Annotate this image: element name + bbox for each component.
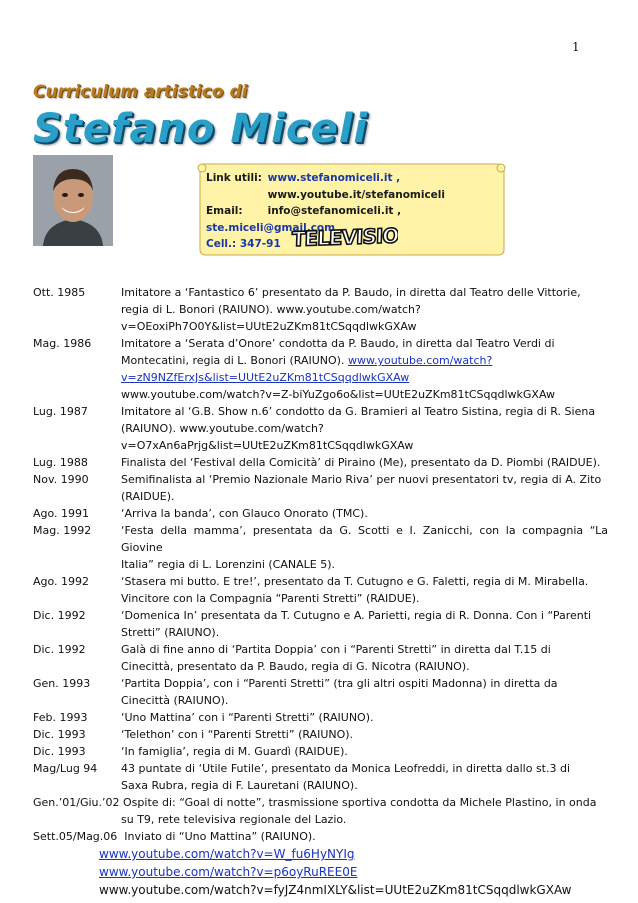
- svg-text:TELEVISIONE: TELEVISIONE: [291, 222, 398, 252]
- entry-line: ‘In famiglia’, regia di M. Guardì (RAIDUE).: [121, 745, 348, 758]
- entry-line: (RAIUNO). www.youtube.com/watch?: [121, 422, 324, 435]
- list-item: [33, 828, 608, 845]
- list-item: [33, 709, 608, 726]
- entry-date: Ott. 1985: [33, 286, 86, 299]
- entry-line: Stretti” (RAIUNO).: [121, 626, 220, 639]
- entry-line: Imitatore a ‘Fantastico 6’ presentato da P. Baudo, in diretta dal Teatro delle Vittorie,: [121, 286, 581, 299]
- entry-line: ‘Festa della mamma’, presentata da G. Scotti e I. Zanicchi, con la compagnia “La Giovine: [121, 524, 608, 554]
- entry-text: [121, 607, 608, 641]
- list-item: [33, 471, 608, 505]
- entry-text: [121, 403, 608, 454]
- entry-date: Mag. 1992: [33, 524, 92, 537]
- entry-date: Sett.05/Mag.06: [33, 830, 118, 843]
- youtube-link-3[interactable]: www.youtube.com/watch?v=fyJZ4nmIXLY&list=UUtE2uZKm81tCSqqdlwkGXAw: [99, 883, 572, 897]
- entry-line: ‘Telethon’ con i “Parenti Stretti” (RAIUNO).: [121, 728, 354, 741]
- entry-date: Lug. 1988: [33, 456, 88, 469]
- subtitle: Curriculum artistico di: [33, 82, 248, 102]
- entry-text: [121, 284, 608, 335]
- youtube-link[interactable]: www.youtube.com/watch?: [347, 354, 493, 367]
- portrait-photo: [33, 155, 113, 246]
- entry-line: ‘Uno Mattina’ con i “Parenti Stretti” (RAIUNO).: [121, 711, 374, 724]
- cell-label: Cell.: 347-91: [206, 238, 281, 250]
- entry-line: Saxa Rubra, regia di F. Lauretani (RAIUNO).: [121, 779, 358, 792]
- entry-date: Dic. 1993: [33, 745, 86, 758]
- entry-text: [121, 743, 608, 760]
- entry-text: [121, 505, 608, 522]
- entry-date: Feb. 1993: [33, 711, 88, 724]
- entry-line: v=O7xAn6aPrjg&list=UUtE2uZKm81tCSqqdlwkGXAw: [121, 439, 414, 452]
- entry-text: Ospite di: “Goal di notte”, trasmissione sportiva condotta da Michele Plastino, in onda: [123, 796, 597, 809]
- entry-text: su T9, rete televisiva regionale del Lazio.: [121, 813, 347, 826]
- entry-line[interactable]: v=zN9NZfErxJs&list=UUtE2uZKm81tCSqqdlwkGXAw: [121, 371, 410, 384]
- entry-date: Ago. 1992: [33, 575, 90, 588]
- entry-line: ‘Domenica In’ presentata da T. Cutugno e A. Parietti, regia di R. Donna. Con i “Parenti: [121, 609, 592, 622]
- entry-text: [121, 726, 608, 743]
- entry-date: Nov. 1990: [33, 473, 89, 486]
- entry-date: Dic. 1992: [33, 643, 86, 656]
- list-item: [33, 743, 608, 760]
- list-item: [33, 284, 608, 335]
- entry-text: [121, 675, 608, 709]
- entry-line: v=OEoxiPh7O0Y&list=UUtE2uZKm81tCSqqdlwkGXAw: [121, 320, 417, 333]
- entry-date: Dic. 1992: [33, 609, 86, 622]
- email-label: Email:: [206, 205, 243, 217]
- entry-line: Cinecittà (RAIUNO).: [121, 694, 229, 707]
- entry-line: www.youtube.com/watch?v=Z-biYuZgo6o&list=UUtE2uZKm81tCSqqdlwkGXAw: [121, 388, 556, 401]
- list-item: [33, 794, 608, 811]
- entry-line: Galà di fine anno di ‘Partita Doppia’ con i “Parenti Stretti” in diretta dal T.15 di: [121, 643, 551, 656]
- list-item: [33, 811, 608, 828]
- entry-text: [121, 471, 608, 505]
- link-label: Link utili:: [206, 172, 262, 184]
- list-item: [33, 607, 608, 641]
- entry-text: [121, 760, 608, 794]
- page-number: 1: [572, 40, 580, 54]
- entry-text: [121, 641, 608, 675]
- entry-line: Cinecittà, presentato da P. Baudo, regia di G. Nicotra (RAIUNO).: [121, 660, 470, 673]
- list-item: [33, 335, 608, 403]
- entry-line: 43 puntate di ‘Utile Futile’, presentato da Monica Leofreddi, in diretta dallo st.3 di: [121, 762, 571, 775]
- entry-text: [121, 709, 608, 726]
- entry-line: ‘Arriva la banda’, con Glauco Onorato (TMC).: [121, 507, 368, 520]
- entry-line: Imitatore a ‘Serata d’Onore’ condotta da P. Baudo, in diretta dal Teatro Verdi di: [121, 337, 555, 350]
- entry-text: [121, 573, 608, 607]
- entry-date: Mag/Lug 94: [33, 762, 98, 775]
- entry-text: [121, 522, 608, 573]
- career-entries: [33, 284, 608, 899]
- entry-date: Gen. 1993: [33, 677, 91, 690]
- list-item: [33, 403, 608, 454]
- email-link-2[interactable]: ste.miceli@gmail.com: [206, 221, 336, 234]
- entry-date: Dic. 1993: [33, 728, 86, 741]
- entry-line: (RAIDUE).: [121, 490, 175, 503]
- entry-date: Lug. 1987: [33, 405, 88, 418]
- entry-date: Mag. 1986: [33, 337, 92, 350]
- entry-line: Imitatore al ‘G.B. Show n.6’ condotto da G. Bramieri al Teatro Sistina, regia di R. Siena: [121, 405, 596, 418]
- list-item: [33, 641, 608, 675]
- website-link[interactable]: www.stefanomiceli.it ,: [267, 172, 401, 184]
- entry-line: regia di L. Bonori (RAIUNO). www.youtube.com/watch?: [121, 303, 421, 316]
- entry-text: [121, 454, 608, 471]
- youtube-link[interactable]: www.youtube.it/stefanomiceli: [267, 188, 445, 201]
- bottom-links: [33, 845, 608, 899]
- youtube-link-2[interactable]: www.youtube.com/watch?v=p6oyRuREE0E: [99, 865, 358, 879]
- entry-line: Vincitore con la Compagnia “Parenti Stretti” (RAIDUE).: [121, 592, 420, 605]
- entry-line: Italia” regia di L. Lorenzini (CANALE 5).: [121, 558, 335, 571]
- entry-date: Gen.’01/Giu.’02: [33, 796, 120, 809]
- youtube-link-1[interactable]: www.youtube.com/watch?v=W_fu6HyNYIg: [99, 847, 355, 861]
- email-link-1[interactable]: info@stefanomiceli.it ,: [267, 205, 402, 217]
- list-item: [33, 573, 608, 607]
- list-item: [33, 726, 608, 743]
- entry-line: ‘Stasera mi butto. E tre!’, presentato da T. Cutugno e G. Faletti, regia di M. Mirabella.: [121, 575, 589, 588]
- entry-line: ‘Partita Doppia’, con i “Parenti Stretti” (tra gli altri ospiti Madonna) in diretta da: [121, 677, 558, 690]
- entry-date: Ago. 1991: [33, 507, 90, 520]
- entry-line: Semifinalista al ‘Premio Nazionale Mario Riva’ per nuovi presentatori tv, regia di A. Zito: [121, 473, 602, 486]
- televisione-logo: [288, 218, 398, 262]
- entry-text: [121, 335, 608, 403]
- entry-line: Finalista del ‘Festival della Comicità’ di Piraino (Me), presentato da D. Piombi (RAIDUE).: [121, 456, 601, 469]
- list-item: [33, 454, 608, 471]
- page-title: Stefano Miceli: [33, 106, 369, 152]
- list-item: [33, 505, 608, 522]
- list-item: [33, 760, 608, 794]
- entry-text: Inviato di “Uno Mattina” (RAIUNO).: [124, 830, 316, 843]
- entry-line: [121, 352, 608, 369]
- entry-line: Montecatini, regia di L. Bonori (RAIUNO).: [121, 354, 345, 367]
- list-item: [33, 522, 608, 573]
- list-item: [33, 675, 608, 709]
